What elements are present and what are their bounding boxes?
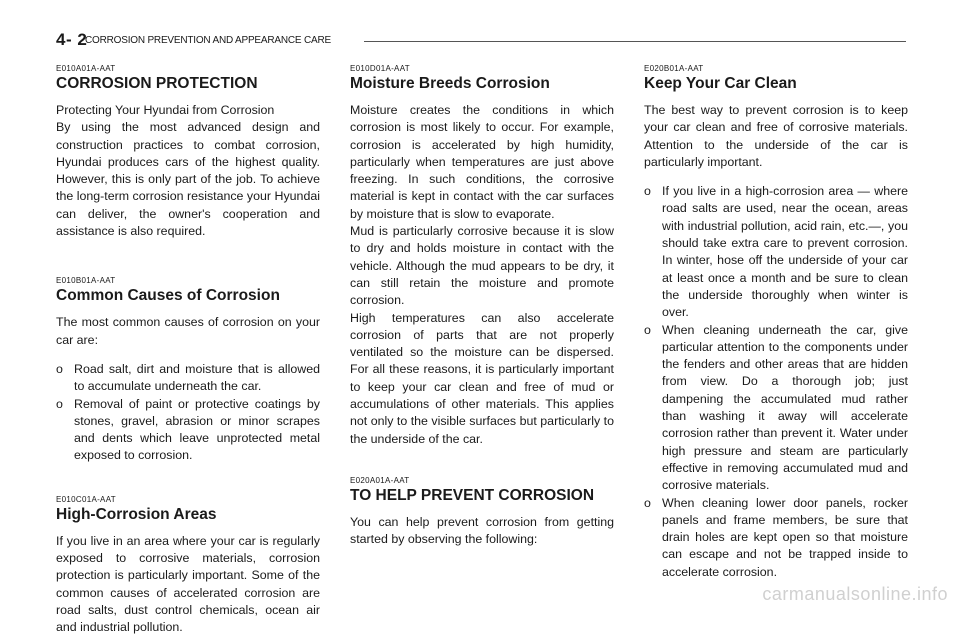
list-item bbox=[644, 322, 908, 495]
paragraph: High temperatures can also accelerate corrosion of parts that are not properly ventilated so the moisture can be dispersed. For all these reasons, it is particularly important to keep your car clean and free of mud or accumulations of other materials. This applies not only to the visible surfaces but particularly to the underside of the car. bbox=[350, 310, 614, 446]
list-item-text: Road salt, dirt and moisture that is allowed to accumulate underneath the car. bbox=[74, 361, 320, 394]
section-heading-to-help-prevent-corrosion: TO HELP PREVENT CORROSION bbox=[350, 486, 595, 504]
section-code: E020A01A-AAT bbox=[350, 475, 410, 485]
list-item bbox=[644, 183, 908, 321]
section-heading-moisture-breeds-corrosion: Moisture Breeds Corrosion bbox=[350, 75, 550, 92]
paragraph: The most common causes of corrosion on your car are: bbox=[56, 315, 320, 347]
section-heading-high-corrosion-areas: High-Corrosion Areas bbox=[56, 505, 217, 523]
list-item-text: When cleaning underneath the car, give particular attention to the components under the fenders and other areas that are hidden from view. Do a thorough job; just dampening the accumulated mud rather than washing it away will accelerate corrosion rather than prevent it. Water under high pressure and steam are particularly effective in removing accumulated mud and corrosive materials. bbox=[662, 322, 908, 493]
running-title: CORROSION PREVENTION AND APPEARANCE CARE bbox=[85, 35, 331, 46]
section-code: E010D01A-AAT bbox=[350, 64, 410, 73]
bullet-marker: o bbox=[644, 322, 651, 337]
paragraph-line: Protecting Your Hyundai from Corrosion bbox=[56, 103, 275, 117]
list-item bbox=[56, 361, 320, 396]
paragraph: If you live in an area where your car is regularly exposed to corrosive materials, corrosion protection is particularly important. Some of the common causes of accelerated corrosion are road salts, dust control chemicals, ocean air and industrial pollution. bbox=[56, 533, 320, 635]
paragraph: The best way to prevent corrosion is to keep your car clean and free of corrosive materials. Attention to the underside of the car is particularly important. bbox=[644, 103, 908, 169]
page-header bbox=[56, 30, 906, 50]
section-code: E010A01A-AAT bbox=[56, 64, 116, 73]
bullet-marker: o bbox=[56, 361, 63, 376]
section-heading-keep-your-car-clean: Keep Your Car Clean bbox=[644, 75, 797, 92]
list-item-text: When cleaning lower door panels, rocker panels and frame members, be sure that drain holes are kept open so that moisture can escape and not be trapped inside to accelerate corrosion. bbox=[662, 495, 908, 579]
bullet-marker: o bbox=[644, 184, 651, 199]
section-code: E010C01A-AAT bbox=[56, 494, 116, 504]
list-item-text: If you live in a high-corrosion area — where road salts are used, near the ocean, areas with industrial pollution, acid rain, etc.—, you should take extra care to prevent corrosion. In winter, hose off the underside of your car at least once a month and be sure to clean the underside thoroughly when winter is over. bbox=[662, 184, 908, 320]
list-item-text: Removal of paint or protective coatings by stones, gravel, abrasion or minor scrapes and dents which leave unprotected metal exposed to corrosion. bbox=[74, 396, 320, 463]
page-number: 4- 2 bbox=[56, 30, 88, 49]
paragraph: Moisture creates the conditions in which corrosion is most likely to occur. For example, corrosion is accelerated by high humidity, particularly when temperatures are just above freezing. In such conditions, the corrosive material is kept in contact with the car surfaces by moisture that is slow to evaporate. bbox=[350, 103, 614, 221]
section-code: E020B01A-AAT bbox=[644, 64, 704, 73]
column-left bbox=[56, 64, 320, 637]
section-code: E010B01A-AAT bbox=[56, 276, 116, 286]
section-heading-common-causes: Common Causes of Corrosion bbox=[56, 287, 280, 305]
list-item bbox=[56, 396, 320, 465]
bullet-marker: o bbox=[56, 396, 63, 411]
column-middle bbox=[350, 64, 614, 549]
paragraph: By using the most advanced design and construction practices to combat corrosion, Hyundai produces cars of the highest quality. However, this is only part of the job. To achieve the long-term corrosion resistance your Hyundai can deliver, the owner's cooperation and assistance is also required. bbox=[56, 120, 320, 239]
watermark: carmanualsonline.info bbox=[762, 584, 948, 604]
header-rule bbox=[364, 41, 906, 42]
list-item bbox=[644, 495, 908, 581]
column-right bbox=[644, 64, 908, 581]
section-heading-corrosion-protection: CORROSION PROTECTION bbox=[56, 75, 258, 92]
paragraph: You can help prevent corrosion from getting started by observing the following: bbox=[350, 514, 614, 547]
bullet-marker: o bbox=[644, 495, 651, 510]
paragraph: Mud is particularly corrosive because it is slow to dry and holds moisture in contact with the vehicle. Although the mud appears to be dry, it can still retain the moisture and promote corrosion. bbox=[350, 224, 614, 308]
